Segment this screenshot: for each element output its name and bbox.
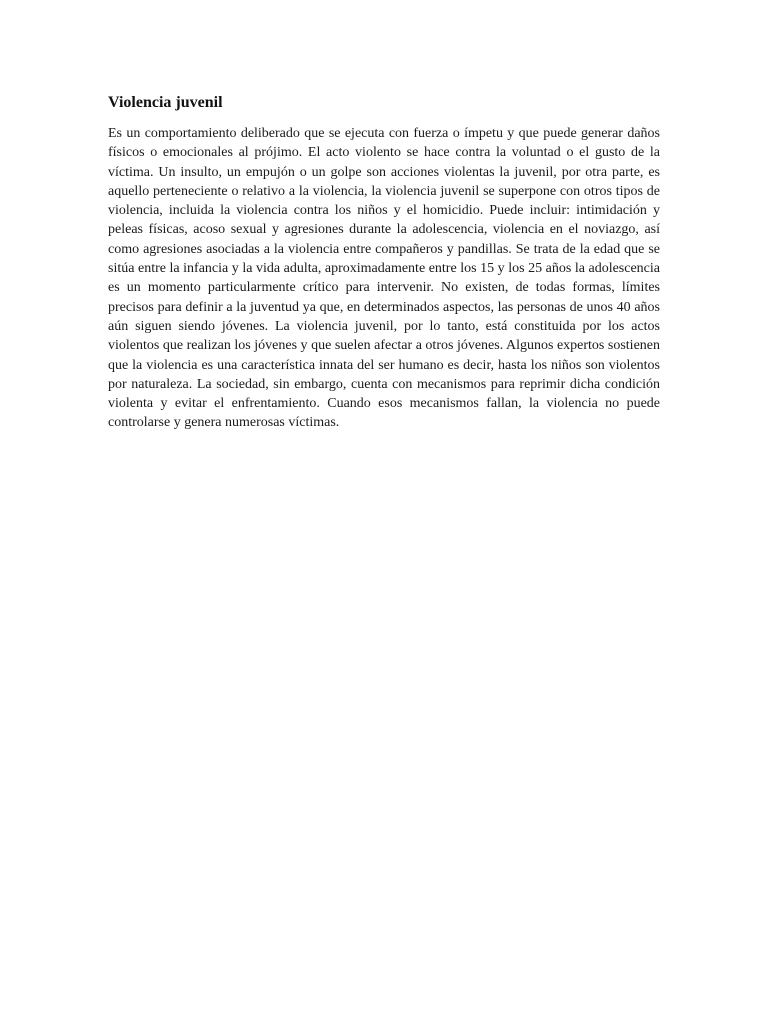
document-title: Violencia juvenil bbox=[108, 94, 223, 111]
document-content bbox=[108, 93, 660, 433]
document-paragraph: Es un comportamiento deliberado que se ejecuta con fuerza o ímpetu y que puede generar daños físicos o emocionales al prójimo. El acto violento se hace contra la voluntad o el gusto de la víctima. Un insulto, un empujón o un golpe son acciones violentas la juvenil, por otra parte, es aquello perteneciente o relativo a la violencia, la violencia juvenil se superpone con otros tipos de violencia, incluida la violencia contra los niños y el homicidio. Puede incluir: intimidación y peleas físicas, acoso sexual y agresiones durante la adolescencia, violencia en el noviazgo, así como agresiones asociadas a la violencia entre compañeros y pandillas. Se trata de la edad que se sitúa entre la infancia y la vida adulta, aproximadamente entre los 15 y los 25 años la adolescencia es un momento particularmente crítico para intervenir. No existen, de todas formas, límites precisos para definir a la juventud ya que, en determinados aspectos, las personas de unos 40 años aún siguen siendo jóvenes. La violencia juvenil, por lo tanto, está constituida por los actos violentos que realizan los jóvenes y que suelen afectar a otros jóvenes. Algunos expertos sostienen que la violencia es una característica innata del ser humano es decir, hasta los niños son violentos por naturaleza. La sociedad, sin embargo, cuenta con mecanismos para reprimir dicha condición violenta y evitar el enfrentamiento. Cuando esos mecanismos fallan, la violencia no puede controlarse y genera numerosas víctimas. bbox=[108, 126, 660, 431]
